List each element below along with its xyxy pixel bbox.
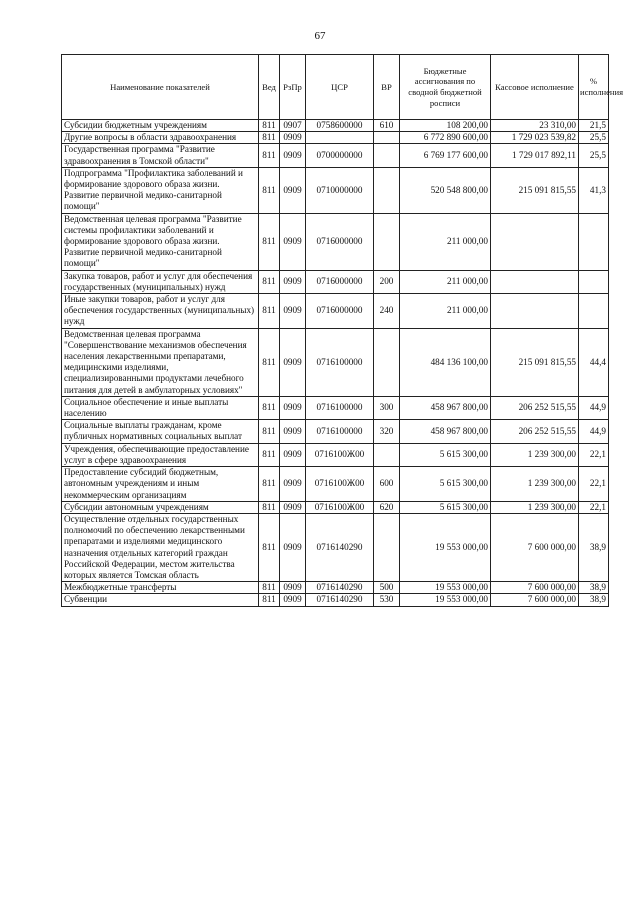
cell-csr: 0758600000 — [306, 120, 374, 132]
cell-cash: 1 239 300,00 — [491, 501, 579, 513]
table-row — [62, 132, 609, 144]
cell-rzpr: 0909 — [280, 420, 306, 443]
table-row — [62, 582, 609, 594]
cell-cash: 7 600 000,00 — [491, 594, 579, 606]
table-row — [62, 144, 609, 167]
table-row — [62, 513, 609, 581]
cell-csr: 0716140290 — [306, 513, 374, 581]
cell-cash: 1 729 023 539,82 — [491, 132, 579, 144]
cell-cash: 7 600 000,00 — [491, 513, 579, 581]
cell-name: Субсидии бюджетным учреждениям — [62, 120, 259, 132]
cell-ved: 811 — [259, 144, 280, 167]
cell-name: Учреждения, обеспечивающие предоставление услуг в сфере здравоохранения — [62, 443, 259, 466]
table-row — [62, 396, 609, 419]
cell-csr: 0716100000 — [306, 328, 374, 396]
cell-name: Подпрограмма "Профилактика заболеваний и формирование здорового образа жизни. Развитие первичной медико-санитарной помощи" — [62, 167, 259, 213]
header-ved: Вед — [259, 55, 280, 120]
cell-rzpr: 0909 — [280, 144, 306, 167]
cell-csr: 0716000000 — [306, 213, 374, 270]
cell-pct: 22,1 — [579, 467, 609, 502]
cell-csr: 0716100000 — [306, 396, 374, 419]
table-row — [62, 594, 609, 606]
cell-name: Межбюджетные трансферты — [62, 582, 259, 594]
cell-rzpr: 0909 — [280, 132, 306, 144]
table-body — [62, 120, 609, 607]
page-number: 67 — [314, 30, 326, 42]
cell-budget: 211 000,00 — [400, 270, 491, 293]
cell-ved: 811 — [259, 167, 280, 213]
cell-rzpr: 0909 — [280, 270, 306, 293]
table-row — [62, 120, 609, 132]
header-pct: % исполнения — [579, 55, 609, 120]
header-name: Наименование показателей — [62, 55, 259, 120]
cell-budget: 458 967 800,00 — [400, 396, 491, 419]
cell-rzpr: 0909 — [280, 213, 306, 270]
cell-cash: 215 091 815,55 — [491, 167, 579, 213]
cell-rzpr: 0909 — [280, 501, 306, 513]
cell-csr: 0716100000 — [306, 420, 374, 443]
header-cash: Кассовое исполнение — [491, 55, 579, 120]
cell-pct: 44,9 — [579, 396, 609, 419]
cell-budget: 6 769 177 600,00 — [400, 144, 491, 167]
cell-vr: 320 — [374, 420, 400, 443]
table-row — [62, 420, 609, 443]
header-csr: ЦСР — [306, 55, 374, 120]
cell-csr: 0716100Ж00 — [306, 443, 374, 466]
cell-cash — [491, 270, 579, 293]
cell-budget: 19 553 000,00 — [400, 513, 491, 581]
cell-pct: 25,5 — [579, 132, 609, 144]
cell-vr: 600 — [374, 467, 400, 502]
cell-budget: 458 967 800,00 — [400, 420, 491, 443]
cell-ved: 811 — [259, 328, 280, 396]
cell-name: Социальное обеспечение и иные выплаты населению — [62, 396, 259, 419]
table-row — [62, 467, 609, 502]
cell-budget: 211 000,00 — [400, 213, 491, 270]
cell-name: Ведомственная целевая программа "Совершенствование механизмов обеспечения населения лекарственными препаратами, медицинскими изделиями, специализированными продуктами лечебного питания для детей в амбулаторных условиях" — [62, 328, 259, 396]
cell-pct: 21,5 — [579, 120, 609, 132]
cell-pct: 38,9 — [579, 582, 609, 594]
table-row — [62, 501, 609, 513]
cell-pct: 38,9 — [579, 594, 609, 606]
cell-cash: 206 252 515,55 — [491, 396, 579, 419]
cell-ved: 811 — [259, 513, 280, 581]
cell-name: Предоставление субсидий бюджетным, автономным учреждениям и иным некоммерческим организациям — [62, 467, 259, 502]
cell-csr: 0710000000 — [306, 167, 374, 213]
cell-rzpr: 0907 — [280, 120, 306, 132]
cell-budget: 520 548 800,00 — [400, 167, 491, 213]
cell-name: Субвенции — [62, 594, 259, 606]
cell-rzpr: 0909 — [280, 513, 306, 581]
cell-ved: 811 — [259, 120, 280, 132]
cell-pct: 22,1 — [579, 443, 609, 466]
cell-csr — [306, 132, 374, 144]
cell-rzpr: 0909 — [280, 467, 306, 502]
cell-pct — [579, 270, 609, 293]
cell-cash: 215 091 815,55 — [491, 328, 579, 396]
cell-name: Иные закупки товаров, работ и услуг для обеспечения государственных (муниципальных) нужд — [62, 294, 259, 329]
cell-vr: 500 — [374, 582, 400, 594]
cell-name: Социальные выплаты гражданам, кроме публичных нормативных социальных выплат — [62, 420, 259, 443]
cell-pct: 38,9 — [579, 513, 609, 581]
cell-ved: 811 — [259, 396, 280, 419]
cell-name: Осуществление отдельных государственных полномочий по обеспечению лекарственными препаратами и изделиями медицинского назначения отдельных категорий граждан Российской Федерации, местом жительства которых является Томская область — [62, 513, 259, 581]
cell-cash: 1 729 017 892,11 — [491, 144, 579, 167]
cell-budget: 19 553 000,00 — [400, 582, 491, 594]
cell-budget: 108 200,00 — [400, 120, 491, 132]
cell-pct: 22,1 — [579, 501, 609, 513]
cell-budget: 5 615 300,00 — [400, 467, 491, 502]
table-row — [62, 443, 609, 466]
cell-vr — [374, 443, 400, 466]
cell-ved: 811 — [259, 594, 280, 606]
cell-ved: 811 — [259, 582, 280, 594]
cell-ved: 811 — [259, 467, 280, 502]
cell-ved: 811 — [259, 443, 280, 466]
budget-execution-table — [61, 54, 624, 607]
cell-csr: 0716100Ж00 — [306, 467, 374, 502]
cell-csr: 0716140290 — [306, 594, 374, 606]
cell-cash: 7 600 000,00 — [491, 582, 579, 594]
cell-cash — [491, 213, 579, 270]
cell-name: Субсидии автономным учреждениям — [62, 501, 259, 513]
cell-vr: 610 — [374, 120, 400, 132]
cell-pct: 25,5 — [579, 144, 609, 167]
cell-budget: 5 615 300,00 — [400, 501, 491, 513]
cell-cash: 1 239 300,00 — [491, 443, 579, 466]
cell-csr: 0716000000 — [306, 270, 374, 293]
cell-name: Другие вопросы в области здравоохранения — [62, 132, 259, 144]
cell-pct: 44,9 — [579, 420, 609, 443]
cell-rzpr: 0909 — [280, 294, 306, 329]
cell-vr — [374, 328, 400, 396]
cell-budget: 6 772 890 600,00 — [400, 132, 491, 144]
cell-name: Государственная программа "Развитие здравоохранения в Томской области" — [62, 144, 259, 167]
cell-vr: 300 — [374, 396, 400, 419]
cell-vr: 200 — [374, 270, 400, 293]
cell-ved: 811 — [259, 420, 280, 443]
cell-name: Ведомственная целевая программа "Развитие системы профилактики заболеваний и формирование здорового образа жизни. Развитие первичной медико-санитарной помощи" — [62, 213, 259, 270]
cell-cash: 206 252 515,55 — [491, 420, 579, 443]
cell-budget: 5 615 300,00 — [400, 443, 491, 466]
table-row — [62, 167, 609, 213]
cell-ved: 811 — [259, 132, 280, 144]
table-row — [62, 328, 609, 396]
cell-vr — [374, 513, 400, 581]
cell-rzpr: 0909 — [280, 328, 306, 396]
cell-vr — [374, 144, 400, 167]
cell-name: Закупка товаров, работ и услуг для обеспечения государственных (муниципальных) нужд — [62, 270, 259, 293]
cell-csr: 0716140290 — [306, 582, 374, 594]
cell-pct: 41,3 — [579, 167, 609, 213]
cell-budget: 19 553 000,00 — [400, 594, 491, 606]
table-row — [62, 294, 609, 329]
cell-ved: 811 — [259, 294, 280, 329]
cell-rzpr: 0909 — [280, 594, 306, 606]
cell-csr: 0716100Ж00 — [306, 501, 374, 513]
cell-ved: 811 — [259, 270, 280, 293]
cell-cash: 1 239 300,00 — [491, 467, 579, 502]
cell-vr — [374, 167, 400, 213]
cell-pct — [579, 213, 609, 270]
cell-pct — [579, 294, 609, 329]
cell-budget: 484 136 100,00 — [400, 328, 491, 396]
table-row — [62, 213, 609, 270]
cell-ved: 811 — [259, 213, 280, 270]
cell-vr — [374, 213, 400, 270]
header-vr: ВР — [374, 55, 400, 120]
header-rzpr: РзПр — [280, 55, 306, 120]
header-budget: Бюджетные ассигнования по сводной бюджетной росписи — [400, 55, 491, 120]
cell-vr — [374, 132, 400, 144]
cell-csr: 0700000000 — [306, 144, 374, 167]
cell-rzpr: 0909 — [280, 396, 306, 419]
cell-cash: 23 310,00 — [491, 120, 579, 132]
cell-ved: 811 — [259, 501, 280, 513]
table-row — [62, 270, 609, 293]
cell-vr: 240 — [374, 294, 400, 329]
cell-pct: 44,4 — [579, 328, 609, 396]
cell-vr: 530 — [374, 594, 400, 606]
cell-vr: 620 — [374, 501, 400, 513]
cell-budget: 211 000,00 — [400, 294, 491, 329]
cell-rzpr: 0909 — [280, 443, 306, 466]
cell-cash — [491, 294, 579, 329]
cell-rzpr: 0909 — [280, 167, 306, 213]
cell-rzpr: 0909 — [280, 582, 306, 594]
cell-csr: 0716000000 — [306, 294, 374, 329]
table-header-row — [62, 55, 609, 120]
